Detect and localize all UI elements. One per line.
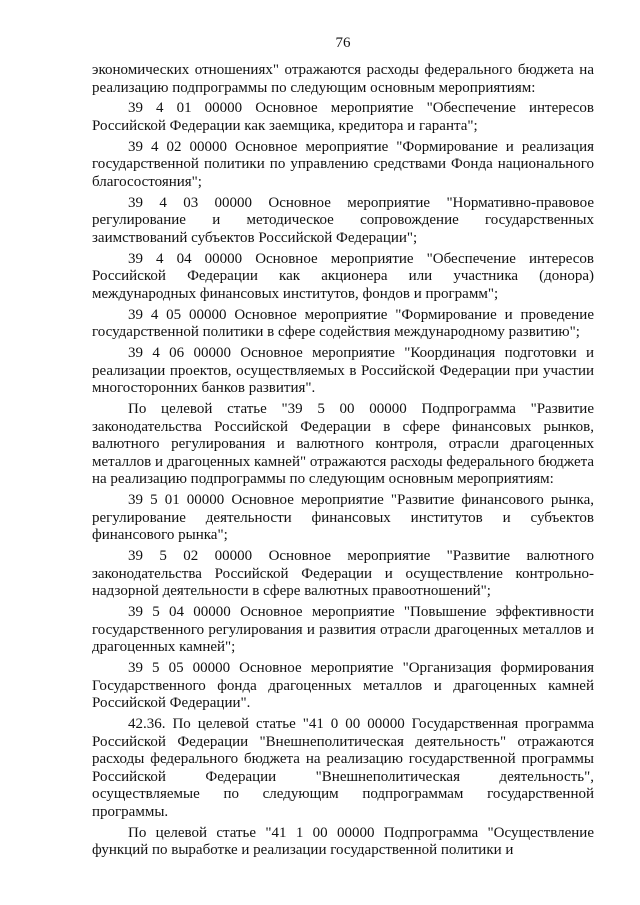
paragraph: 39 5 04 00000 Основное мероприятие "Повышение эффективности государственного регулирования и развития отрасли драгоценных металлов и драгоценных камней";: [92, 604, 594, 656]
paragraph: 39 5 02 00000 Основное мероприятие "Развитие валютного законодательства Российской Федерации и осуществление контрольно-надзорной деятельности в сфере валютных правоотношений";: [92, 548, 594, 600]
paragraph: 39 4 06 00000 Основное мероприятие "Координация подготовки и реализации проектов, осуществляемых в Российской Федерации при участии многосторонних банков развития".: [92, 345, 594, 397]
paragraph: 39 5 01 00000 Основное мероприятие "Развитие финансового рынка, регулирование деятельности финансовых институтов и субъектов финансового рынка";: [92, 492, 594, 544]
paragraph: экономических отношениях" отражаются расходы федерального бюджета на реализацию подпрограммы по следующим основным мероприятиям:: [92, 62, 594, 96]
paragraph: 39 4 03 00000 Основное мероприятие "Нормативно-правовое регулирование и методическое сопровождение государственных заимствований субъектов Российской Федерации";: [92, 194, 594, 246]
paragraph: 42.36. По целевой статье "41 0 00 00000 Государственная программа Российской Федерации "Внешнеполитическая деятельность" отражаются расходы федерального бюджета на реализацию государственной программы Российской Федерации "Внешнеполитическая деятельность", осуществляемые по следующим подпрограммам государственной программы.: [92, 716, 594, 820]
paragraph: 39 4 04 00000 Основное мероприятие "Обеспечение интересов Российской Федерации как акционера или участника (донора) международных финансовых институтов, фондов и программ";: [92, 250, 594, 302]
page-number: 76: [335, 35, 351, 51]
paragraph: 39 4 02 00000 Основное мероприятие "Формирование и реализация государственной политики по управлению средствами Фонда национального благосостояния";: [92, 138, 594, 190]
document-body: [92, 62, 594, 860]
paragraph: По целевой статье "41 1 00 00000 Подпрограмма "Осуществление функций по выработке и реализации государственной политики и: [92, 824, 594, 859]
paragraph: 39 5 05 00000 Основное мероприятие "Организация формирования Государственного фонда драгоценных металлов и драгоценных камней Российской Федерации".: [92, 660, 594, 712]
paragraph: 39 4 01 00000 Основное мероприятие "Обеспечение интересов Российской Федерации как заемщика, кредитора и гаранта";: [92, 100, 594, 134]
paragraph: 39 4 05 00000 Основное мероприятие "Формирование и проведение государственной политики в сфере содействия международному развитию";: [92, 306, 594, 341]
paragraph: По целевой статье "39 5 00 00000 Подпрограмма "Развитие законодательства Российской Федерации в сфере финансовых рынков, валютного регулирования и валютного контроля, отрасли драгоценных металлов и драгоценных камней" отражаются расходы федерального бюджета на реализацию подпрограммы по следующим основным мероприятиям:: [92, 401, 594, 488]
